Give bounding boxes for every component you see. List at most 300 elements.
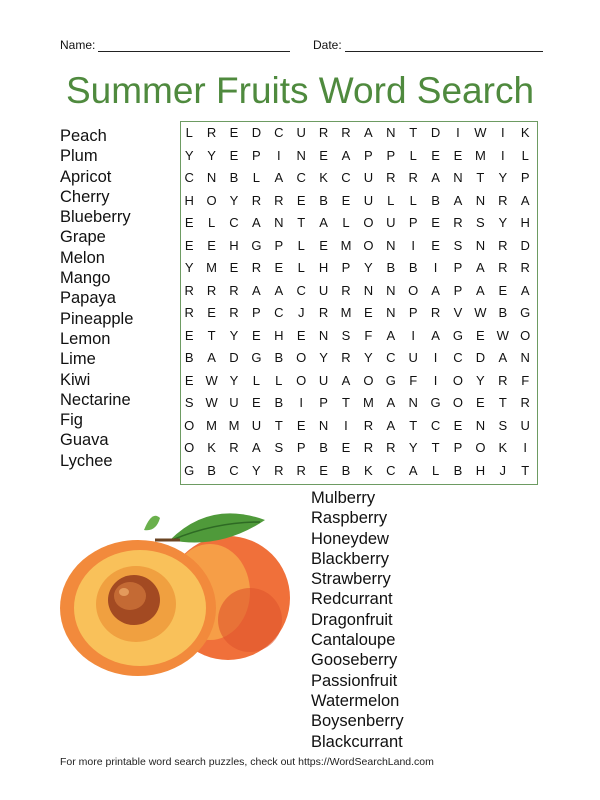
grid-letter: M: [474, 147, 486, 163]
grid-row: [181, 392, 537, 415]
grid-letter: L: [207, 215, 216, 230]
word-item: Melon: [60, 248, 105, 267]
grid-letter: E: [184, 372, 194, 388]
grid-letter: P: [341, 260, 351, 275]
grid-letter: N: [318, 327, 329, 343]
grid-letter: D: [229, 350, 239, 365]
grid-letter: S: [274, 440, 284, 455]
grid-letter: Y: [364, 350, 373, 365]
grid-letter: Y: [408, 440, 418, 455]
word-item: Gooseberry: [311, 651, 398, 670]
grid-letter: C: [386, 462, 396, 478]
grid-letter: U: [408, 350, 418, 365]
word-item: Peach: [60, 127, 107, 145]
grid-letter: C: [184, 170, 194, 185]
grid-letter: L: [252, 170, 260, 185]
grid-letter: R: [184, 282, 194, 298]
grid-letter: Y: [229, 327, 239, 343]
grid-letter: P: [296, 440, 306, 455]
grid-letter: N: [408, 395, 418, 410]
grid-letter: Y: [184, 147, 194, 163]
grid-letter: O: [184, 417, 195, 433]
grid-letter: R: [251, 260, 262, 275]
grid-letter: E: [207, 305, 216, 320]
grid-letter: R: [296, 462, 306, 478]
grid-letter: O: [363, 215, 374, 230]
grid-letter: P: [408, 305, 418, 320]
grid-letter: E: [341, 440, 351, 455]
grid-letter: F: [521, 372, 530, 388]
grid-row: [181, 437, 537, 460]
grid-letter: R: [386, 440, 396, 455]
grid-letter: A: [476, 282, 485, 298]
grid-letter: R: [229, 440, 239, 455]
grid-letter: W: [474, 305, 487, 320]
grid-letter: B: [408, 260, 418, 275]
word-item: Boysenberry: [311, 712, 404, 731]
word-item: Strawberry: [311, 570, 391, 589]
grid-letter: R: [274, 462, 284, 478]
grid-letter: U: [520, 417, 530, 433]
grid-letter: E: [229, 260, 239, 275]
word-item: Passionfruit: [311, 671, 398, 690]
grid-letter: E: [319, 147, 328, 163]
grid-letter: O: [184, 440, 195, 455]
grid-letter: C: [386, 350, 396, 365]
grid-letter: A: [386, 395, 396, 410]
grid-letter: U: [386, 215, 396, 230]
date-label: Date:: [313, 38, 342, 52]
grid-letter: E: [476, 395, 485, 410]
grid-letter: I: [433, 260, 438, 275]
grid-letter: R: [453, 215, 463, 230]
grid-letter: J: [499, 462, 507, 478]
grid-letter: A: [319, 215, 328, 230]
grid-letter: L: [431, 462, 440, 478]
grid-letter: Y: [476, 372, 485, 388]
grid-row: [181, 415, 537, 438]
grid-letter: E: [431, 147, 440, 163]
grid-letter: C: [296, 170, 306, 185]
grid-letter: T: [498, 395, 507, 410]
word-item: Blackcurrant: [311, 732, 403, 751]
grid-letter: O: [363, 237, 374, 253]
date-field[interactable]: [313, 38, 543, 52]
grid-letter: S: [498, 417, 508, 433]
grid-letter: E: [453, 417, 463, 433]
grid-row: [181, 460, 537, 483]
grid-letter: Y: [252, 462, 261, 478]
grid-letter: L: [185, 125, 193, 140]
grid-letter: W: [474, 125, 487, 140]
grid-row: [181, 325, 537, 348]
grid-letter: H: [318, 260, 329, 275]
grid-letter: N: [274, 215, 284, 230]
grid-letter: B: [453, 462, 463, 478]
grid-letter: K: [520, 125, 530, 140]
grid-letter: A: [252, 440, 261, 455]
grid-letter: S: [476, 215, 485, 230]
grid-letter: N: [386, 237, 396, 253]
grid-letter: H: [475, 462, 486, 478]
grid-letter: P: [408, 215, 418, 230]
grid-row: [181, 370, 537, 393]
grid-letter: R: [206, 125, 217, 140]
grid-letter: U: [363, 192, 374, 208]
grid-letter: N: [475, 237, 486, 253]
grid-letter: E: [498, 282, 508, 298]
grid-letter: R: [251, 192, 262, 208]
grid-letter: K: [319, 170, 328, 185]
date-line[interactable]: [345, 41, 543, 52]
grid-letter: C: [229, 462, 239, 478]
grid-letter: O: [363, 372, 374, 388]
grid-letter: N: [453, 170, 463, 185]
grid-letter: O: [296, 372, 307, 388]
grid-row: [181, 280, 537, 303]
grid-letter: E: [296, 327, 306, 343]
grid-letter: G: [385, 372, 396, 388]
grid-letter: A: [386, 327, 396, 343]
grid-letter: C: [430, 417, 441, 433]
grid-letter: K: [498, 440, 508, 455]
grid-letter: P: [252, 147, 261, 163]
grid-letter: E: [184, 215, 194, 230]
grid-letter: C: [341, 170, 351, 185]
grid-letter: A: [431, 282, 440, 298]
grid-letter: R: [363, 417, 374, 433]
letter-grid: [180, 121, 538, 485]
grid-letter: E: [184, 327, 194, 343]
grid-letter: N: [296, 147, 306, 163]
grid-letter: Y: [498, 170, 508, 185]
grid-letter: E: [296, 192, 306, 208]
grid-letter: U: [363, 170, 374, 185]
grid-letter: O: [452, 395, 464, 410]
grid-row: [181, 122, 537, 145]
grid-letter: R: [318, 305, 329, 320]
grid-row: [181, 302, 537, 325]
word-item: Raspberry: [311, 509, 388, 528]
grid-letter: M: [228, 417, 240, 433]
grid-letter: R: [341, 125, 351, 140]
grid-letter: T: [342, 395, 350, 410]
grid-letter: N: [386, 282, 396, 298]
grid-letter: B: [274, 350, 284, 365]
grid-letter: R: [408, 170, 418, 185]
grid-letter: R: [229, 305, 239, 320]
grid-letter: M: [206, 260, 217, 275]
grid-letter: H: [184, 192, 194, 208]
grid-letter: I: [500, 147, 505, 163]
word-item: Fig: [60, 411, 83, 430]
name-line[interactable]: [98, 41, 290, 52]
grid-letter: Y: [184, 260, 194, 275]
word-item: Dragonfruit: [311, 610, 393, 629]
grid-letter: T: [409, 125, 418, 140]
grid-letter: C: [453, 350, 463, 365]
grid-letter: Y: [498, 215, 508, 230]
grid-letter: G: [430, 395, 441, 410]
grid-letter: D: [430, 125, 441, 140]
grid-letter: G: [184, 462, 195, 478]
grid-letter: G: [251, 350, 262, 365]
grid-letter: D: [520, 237, 530, 253]
grid-letter: A: [408, 462, 418, 478]
grid-letter: R: [520, 260, 530, 275]
grid-letter: O: [296, 350, 307, 365]
grid-letter: A: [252, 215, 261, 230]
grid-letter: O: [452, 372, 464, 388]
grid-letter: V: [453, 305, 463, 320]
grid-letter: A: [431, 327, 440, 343]
grid-letter: T: [297, 215, 306, 230]
grid-letter: O: [475, 440, 486, 455]
word-item: Watermelon: [311, 691, 400, 710]
grid-letter: A: [364, 125, 373, 140]
grid-row: [181, 190, 537, 213]
grid-letter: R: [341, 350, 351, 365]
grid-letter: L: [409, 192, 417, 208]
grid-letter: A: [520, 282, 530, 298]
grid-letter: E: [476, 327, 485, 343]
grid-letter: M: [340, 305, 352, 320]
grid-letter: P: [319, 395, 328, 410]
grid-letter: P: [520, 170, 530, 185]
grid-letter: N: [386, 125, 396, 140]
grid-letter: A: [520, 192, 530, 208]
grid-letter: O: [408, 282, 419, 298]
grid-letter: E: [229, 125, 239, 140]
grid-letter: E: [252, 327, 261, 343]
grid-letter: P: [252, 305, 261, 320]
name-field[interactable]: [60, 38, 290, 52]
word-item: Cherry: [60, 187, 110, 206]
grid-letter: T: [521, 462, 530, 478]
grid-letter: R: [498, 192, 508, 208]
grid-letter: L: [297, 260, 305, 275]
grid-letter: P: [386, 147, 396, 163]
grid-letter: N: [475, 192, 486, 208]
grid-letter: Y: [319, 350, 328, 365]
grid-letter: E: [229, 147, 239, 163]
grid-letter: C: [296, 282, 306, 298]
grid-letter: A: [207, 350, 216, 365]
grid-letter: K: [364, 462, 373, 478]
grid-letter: F: [409, 372, 418, 388]
word-item: Grape: [60, 228, 106, 247]
grid-letter: U: [318, 372, 329, 388]
grid-letter: W: [205, 395, 218, 410]
grid-letter: A: [341, 147, 351, 163]
grid-letter: N: [206, 170, 217, 185]
grid-letter: W: [496, 327, 509, 343]
grid-letter: G: [251, 237, 262, 253]
grid-letter: P: [453, 260, 463, 275]
word-item: Cantaloupe: [311, 631, 396, 650]
grid-letter: T: [274, 417, 283, 433]
grid-letter: Y: [229, 192, 239, 208]
grid-letter: R: [318, 125, 329, 140]
grid-letter: A: [476, 260, 485, 275]
grid-letter: R: [498, 260, 508, 275]
grid-row: [181, 212, 537, 235]
grid-letter: E: [364, 305, 373, 320]
grid-letter: B: [498, 305, 508, 320]
grid-letter: B: [229, 170, 239, 185]
grid-row: [181, 145, 537, 168]
word-item: Redcurrant: [311, 590, 393, 609]
grid-letter: R: [229, 282, 239, 298]
grid-letter: B: [386, 260, 396, 275]
grid-letter: D: [251, 125, 262, 140]
grid-letter: L: [297, 237, 305, 253]
grid-letter: A: [341, 372, 351, 388]
peach-illustration: [60, 500, 290, 680]
grid-letter: E: [431, 237, 440, 253]
grid-row: [181, 235, 537, 258]
grid-letter: T: [207, 327, 216, 343]
footer-note: For more printable word search puzzles, check out https://WordSearchLand.com: [60, 756, 434, 768]
grid-letter: L: [252, 372, 260, 388]
grid-letter: Y: [207, 147, 216, 163]
grid-letter: E: [341, 192, 351, 208]
grid-letter: B: [207, 462, 216, 478]
word-item: Plum: [60, 147, 98, 166]
word-list-right: [311, 488, 404, 752]
grid-letter: E: [274, 260, 284, 275]
grid-letter: B: [184, 350, 194, 365]
grid-letter: F: [364, 327, 373, 343]
grid-letter: G: [452, 327, 464, 343]
grid-letter: R: [341, 282, 351, 298]
grid-letter: A: [386, 417, 396, 433]
word-item: Nectarine: [60, 390, 131, 409]
grid-letter: U: [229, 395, 239, 410]
grid-letter: P: [274, 237, 284, 253]
grid-letter: I: [411, 327, 415, 343]
grid-letter: I: [433, 350, 438, 365]
grid-row: [181, 257, 537, 280]
word-item: Lemon: [60, 329, 111, 348]
grid-letter: R: [363, 440, 374, 455]
grid-letter: E: [319, 462, 328, 478]
grid-letter: K: [207, 440, 216, 455]
grid-letter: A: [252, 282, 261, 298]
grid-letter: L: [342, 215, 350, 230]
grid-letter: B: [431, 192, 440, 208]
grid-letter: Y: [229, 372, 239, 388]
grid-letter: E: [184, 237, 194, 253]
grid-letter: I: [433, 372, 438, 388]
grid-letter: M: [206, 417, 217, 433]
grid-letter: R: [184, 305, 194, 320]
word-item: Honeydew: [311, 529, 389, 548]
word-item: Guava: [60, 431, 109, 450]
grid-letter: W: [205, 372, 218, 388]
word-item: Lime: [60, 350, 96, 369]
word-item: Blackberry: [311, 549, 389, 568]
grid-letter: E: [296, 417, 306, 433]
grid-letter: E: [252, 395, 261, 410]
grid-letter: I: [500, 125, 505, 140]
grid-letter: H: [520, 215, 530, 230]
grid-letter: R: [386, 170, 396, 185]
word-item: Papaya: [60, 289, 116, 308]
grid-letter: H: [274, 327, 284, 343]
word-item: Blueberry: [60, 208, 131, 227]
grid-letter: C: [229, 215, 239, 230]
grid-letter: N: [386, 305, 396, 320]
grid-letter: C: [274, 305, 284, 320]
leaf-icon: [170, 513, 265, 542]
word-item: Pineapple: [60, 309, 134, 328]
grid-letter: S: [453, 237, 463, 253]
grid-row: [181, 347, 537, 370]
grid-row: [181, 167, 537, 190]
grid-letter: A: [274, 282, 284, 298]
grid-letter: P: [364, 147, 373, 163]
word-list-left: [60, 126, 133, 471]
grid-letter: H: [229, 237, 239, 253]
grid-letter: L: [409, 147, 417, 163]
grid-letter: Y: [364, 260, 373, 275]
grid-letter: I: [523, 440, 527, 455]
grid-letter: A: [498, 350, 508, 365]
grid-letter: B: [274, 395, 284, 410]
grid-letter: N: [520, 350, 530, 365]
grid-letter: J: [297, 305, 305, 320]
grid-letter: B: [319, 192, 328, 208]
grid-letter: R: [520, 395, 530, 410]
word-item: Kiwi: [60, 370, 91, 389]
grid-letter: I: [344, 417, 348, 433]
grid-letter: R: [430, 305, 441, 320]
grid-letter: L: [387, 192, 395, 208]
grid-letter: O: [206, 192, 217, 208]
grid-letter: U: [251, 417, 262, 433]
grid-letter: P: [453, 282, 463, 298]
grid-letter: B: [341, 462, 351, 478]
grid-letter: N: [475, 417, 486, 433]
grid-letter: T: [409, 417, 418, 433]
grid-letter: S: [184, 395, 194, 410]
grid-letter: C: [274, 125, 284, 140]
grid-letter: T: [476, 170, 485, 185]
grid-letter: S: [341, 327, 351, 343]
grid-letter: A: [431, 170, 440, 185]
grid-letter: M: [362, 395, 374, 410]
grid-letter: R: [498, 237, 508, 253]
grid-letter: R: [498, 372, 508, 388]
grid-letter: N: [318, 417, 329, 433]
grid-letter: N: [363, 282, 374, 298]
grid-letter: T: [431, 440, 440, 455]
grid-letter: I: [411, 237, 415, 253]
grid-letter: U: [318, 282, 329, 298]
grid-letter: I: [456, 125, 460, 140]
grid-letter: I: [299, 395, 303, 410]
name-label: Name:: [60, 38, 96, 52]
grid-letter: P: [453, 440, 463, 455]
word-item: Lychee: [60, 451, 113, 470]
word-item: Apricot: [60, 167, 112, 186]
grid-letter: A: [274, 170, 284, 185]
grid-letter: E: [431, 215, 440, 230]
grid-letter: L: [521, 147, 529, 163]
grid-letter: U: [296, 125, 306, 140]
grid-letter: M: [340, 237, 352, 253]
